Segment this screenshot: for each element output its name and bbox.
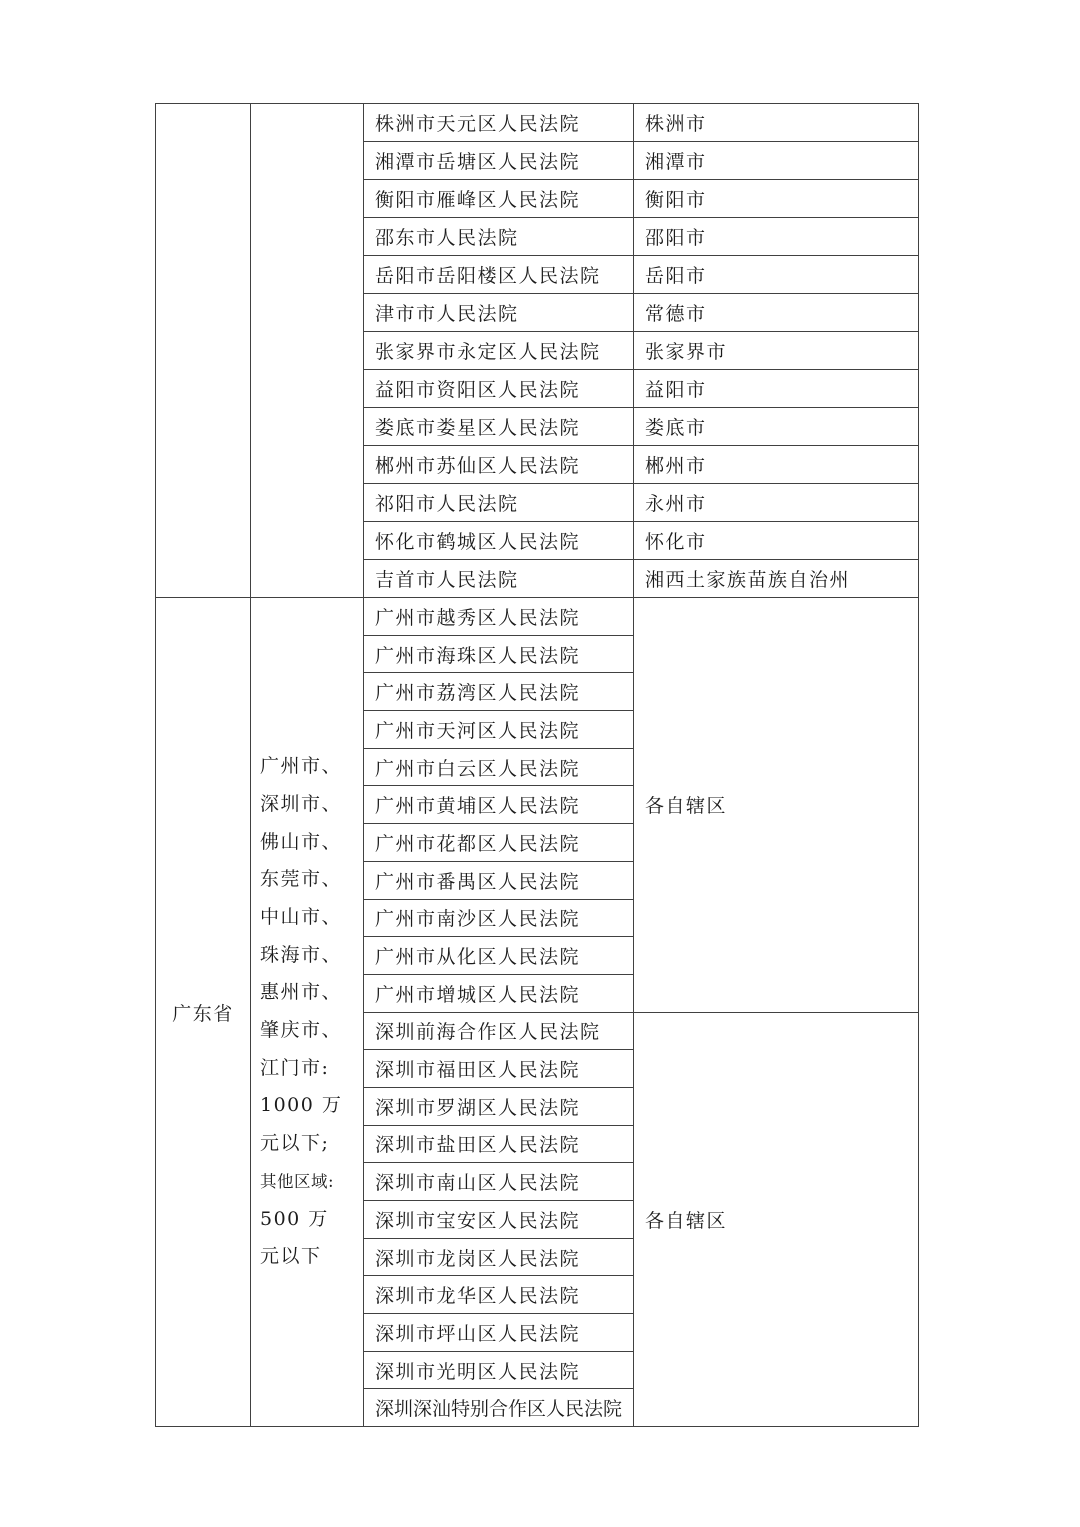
court-cell: 吉首市人民法院 bbox=[364, 560, 634, 598]
court-cell: 株洲市天元区人民法院 bbox=[364, 104, 634, 142]
court-cell: 广州市黄埔区人民法院 bbox=[364, 786, 634, 824]
court-cell: 广州市番禺区人民法院 bbox=[364, 861, 634, 899]
court-jurisdiction-table bbox=[155, 103, 919, 1427]
court-cell: 深圳深汕特别合作区人民法院 bbox=[364, 1389, 634, 1427]
province-cell: 广东省 bbox=[156, 598, 251, 1427]
jurisdiction-cell: 株洲市 bbox=[634, 104, 919, 142]
criteria-line: 广州市、 bbox=[260, 755, 343, 778]
criteria-line: 东莞市、 bbox=[260, 868, 343, 891]
court-cell: 娄底市娄星区人民法院 bbox=[364, 408, 634, 446]
court-cell: 广州市海珠区人民法院 bbox=[364, 635, 634, 673]
criteria-line: 元以下 bbox=[260, 1245, 322, 1268]
court-cell: 郴州市苏仙区人民法院 bbox=[364, 446, 634, 484]
criteria-cell bbox=[251, 598, 364, 1427]
criteria-line: 珠海市、 bbox=[260, 943, 343, 966]
court-cell: 湘潭市岳塘区人民法院 bbox=[364, 142, 634, 180]
court-cell: 深圳市福田区人民法院 bbox=[364, 1050, 634, 1088]
criteria-line: 中山市、 bbox=[260, 906, 343, 928]
court-cell: 广州市荔湾区人民法院 bbox=[364, 673, 634, 711]
criteria-line: 深圳市、 bbox=[260, 792, 343, 815]
court-cell: 张家界市永定区人民法院 bbox=[364, 332, 634, 370]
criteria-line: 1000 万 bbox=[260, 1094, 343, 1117]
court-cell: 深圳市光明区人民法院 bbox=[364, 1351, 634, 1389]
criteria-line: 佛山市、 bbox=[260, 830, 343, 853]
court-cell: 衡阳市雁峰区人民法院 bbox=[364, 180, 634, 218]
court-cell: 广州市增城区人民法院 bbox=[364, 974, 634, 1012]
table-row bbox=[156, 104, 919, 142]
jurisdiction-cell-merged: 各自辖区 bbox=[634, 1012, 919, 1427]
jurisdiction-cell: 怀化市 bbox=[634, 522, 919, 560]
jurisdiction-cell: 衡阳市 bbox=[634, 180, 919, 218]
court-cell: 深圳市坪山区人民法院 bbox=[364, 1314, 634, 1352]
court-cell: 广州市白云区人民法院 bbox=[364, 748, 634, 786]
jurisdiction-cell-merged: 各自辖区 bbox=[634, 598, 919, 1013]
court-cell: 祁阳市人民法院 bbox=[364, 484, 634, 522]
jurisdiction-cell: 岳阳市 bbox=[634, 256, 919, 294]
jurisdiction-cell: 张家界市 bbox=[634, 332, 919, 370]
court-cell: 广州市越秀区人民法院 bbox=[364, 598, 634, 636]
court-cell: 广州市花都区人民法院 bbox=[364, 824, 634, 862]
jurisdiction-cell: 湘西土家族苗族自治州 bbox=[634, 560, 919, 598]
criteria-line: 江门市: bbox=[260, 1056, 330, 1079]
court-cell: 益阳市资阳区人民法院 bbox=[364, 370, 634, 408]
jurisdiction-cell: 湘潭市 bbox=[634, 142, 919, 180]
court-cell: 深圳市罗湖区人民法院 bbox=[364, 1087, 634, 1125]
court-cell: 深圳市龙岗区人民法院 bbox=[364, 1238, 634, 1276]
court-cell: 深圳市盐田区人民法院 bbox=[364, 1125, 634, 1163]
court-cell: 深圳前海合作区人民法院 bbox=[364, 1012, 634, 1050]
criteria-cell-continued bbox=[251, 104, 364, 598]
table-row bbox=[156, 598, 919, 636]
jurisdiction-cell: 郴州市 bbox=[634, 446, 919, 484]
court-cell: 津市市人民法院 bbox=[364, 294, 634, 332]
jurisdiction-cell: 益阳市 bbox=[634, 370, 919, 408]
jurisdiction-cell: 常德市 bbox=[634, 294, 919, 332]
criteria-line: 惠州市、 bbox=[260, 981, 343, 1004]
court-cell: 岳阳市岳阳楼区人民法院 bbox=[364, 256, 634, 294]
jurisdiction-cell: 永州市 bbox=[634, 484, 919, 522]
court-cell: 邵东市人民法院 bbox=[364, 218, 634, 256]
criteria-line: 其他区域: bbox=[260, 1171, 335, 1191]
court-cell: 广州市南沙区人民法院 bbox=[364, 899, 634, 937]
court-cell: 怀化市鹤城区人民法院 bbox=[364, 522, 634, 560]
criteria-line: 元以下; bbox=[260, 1132, 330, 1155]
jurisdiction-cell: 娄底市 bbox=[634, 408, 919, 446]
court-cell: 广州市从化区人民法院 bbox=[364, 937, 634, 975]
court-cell: 深圳市宝安区人民法院 bbox=[364, 1201, 634, 1239]
court-cell: 深圳市南山区人民法院 bbox=[364, 1163, 634, 1201]
criteria-line: 500 万 bbox=[260, 1207, 329, 1230]
jurisdiction-cell: 邵阳市 bbox=[634, 218, 919, 256]
court-cell: 广州市天河区人民法院 bbox=[364, 711, 634, 749]
criteria-line: 肇庆市、 bbox=[260, 1019, 343, 1042]
court-cell: 深圳市龙华区人民法院 bbox=[364, 1276, 634, 1314]
province-cell-continued bbox=[156, 104, 251, 598]
